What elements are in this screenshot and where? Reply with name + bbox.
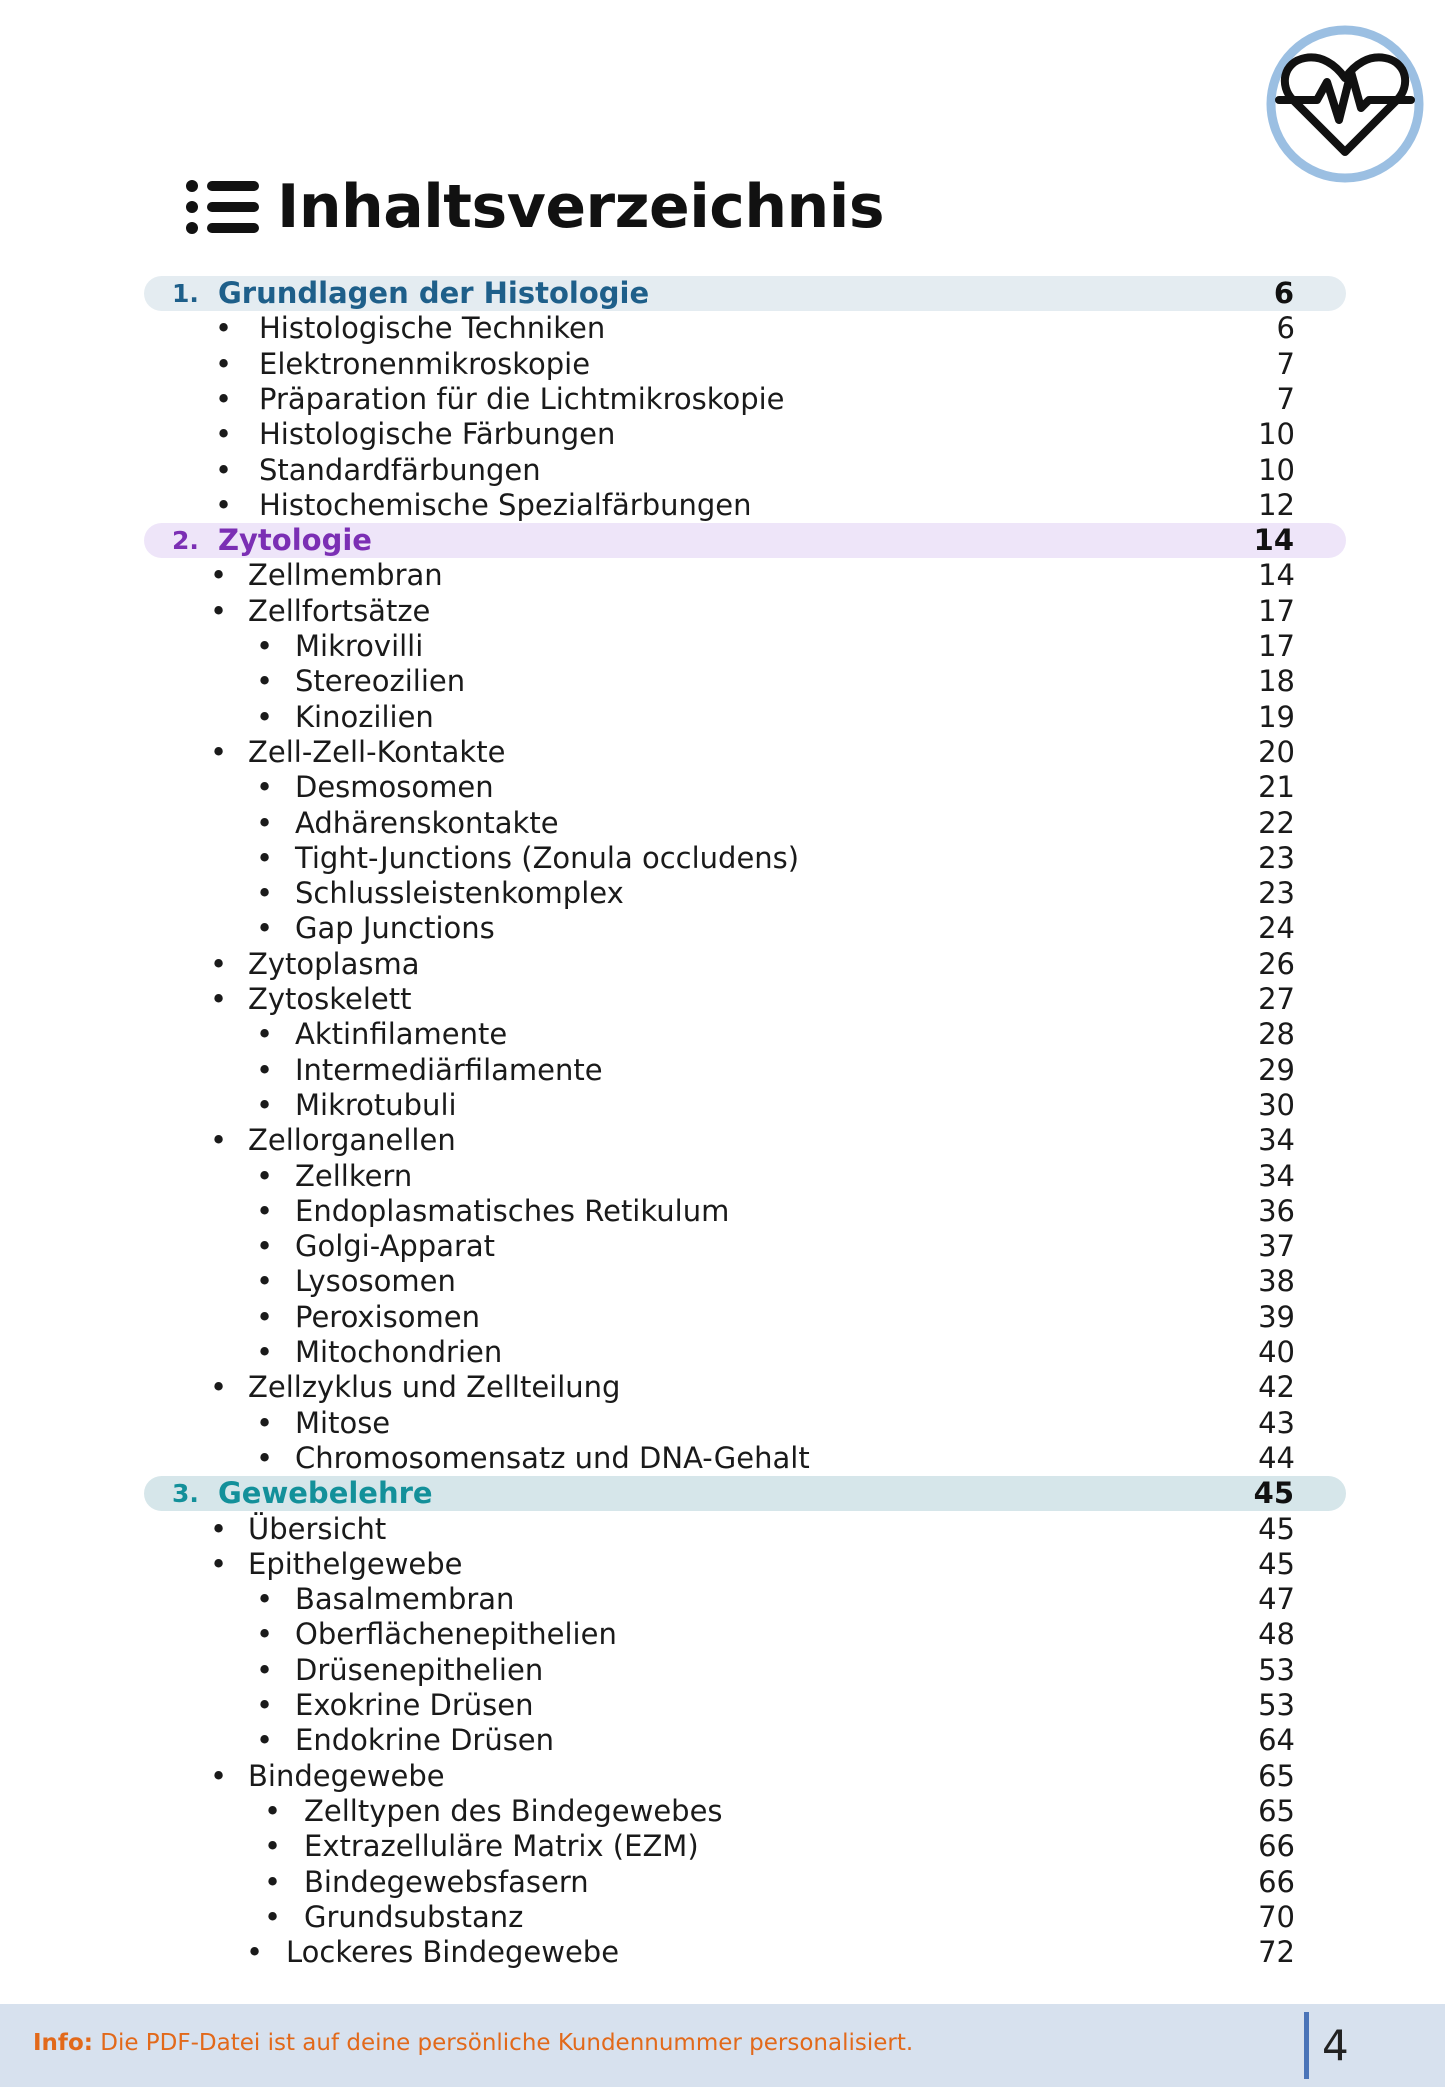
toc-page-number: 17 xyxy=(1258,593,1295,628)
toc-page-number: 7 xyxy=(1276,346,1295,381)
toc-item[interactable] xyxy=(0,594,1295,629)
toc-page-number: 6 xyxy=(1276,311,1295,346)
bullet-icon: • xyxy=(215,346,233,381)
bullet-icon: • xyxy=(210,734,228,769)
bullet-icon: • xyxy=(256,1335,274,1369)
bullet-icon: • xyxy=(256,1158,274,1193)
bullet-icon: • xyxy=(215,452,233,487)
toc-item[interactable] xyxy=(0,700,1295,735)
toc-page-number: 36 xyxy=(1258,1193,1295,1228)
bullet-icon: • xyxy=(256,1087,274,1122)
toc-item[interactable] xyxy=(0,347,1295,382)
bullet-icon: • xyxy=(210,1511,228,1546)
bullet-icon: • xyxy=(215,487,233,522)
toc-page-number: 40 xyxy=(1258,1335,1295,1369)
toc-page-number: 72 xyxy=(1258,1935,1295,1970)
toc-item[interactable] xyxy=(0,1370,1295,1405)
toc-item-label: Drüsenepithelien xyxy=(295,1652,544,1687)
toc-item[interactable] xyxy=(0,735,1295,770)
toc-item-label: Intermediärfilamente xyxy=(295,1052,603,1087)
bullet-icon: • xyxy=(256,1652,274,1687)
bullet-icon: • xyxy=(210,593,228,628)
toc-page-number: 65 xyxy=(1258,1758,1295,1793)
toc-item-label: Zellzyklus und Zellteilung xyxy=(248,1370,621,1405)
toc-item-label: Peroxisomen xyxy=(295,1299,480,1334)
toc-item-label: Bindegewebe xyxy=(248,1758,445,1793)
toc-item[interactable] xyxy=(0,1264,1295,1299)
toc-page-number: 45 xyxy=(1258,1511,1295,1546)
toc-item-label: Zelltypen des Bindegewebes xyxy=(304,1793,723,1828)
toc-item-label: Bindegewebsfasern xyxy=(304,1864,589,1899)
toc-item[interactable] xyxy=(0,311,1295,346)
toc-item-label: Zellfortsätze xyxy=(248,593,431,628)
bullet-icon: • xyxy=(215,381,233,416)
toc-page-number: 44 xyxy=(1258,1440,1295,1475)
toc-item-label: Lysosomen xyxy=(295,1264,456,1299)
toc-page-number: 66 xyxy=(1258,1864,1295,1899)
bullet-icon: • xyxy=(256,876,274,911)
toc-item[interactable] xyxy=(0,1335,1295,1370)
toc-page-number: 28 xyxy=(1258,1017,1295,1052)
toc-item-label: Extrazelluläre Matrix (EZM) xyxy=(304,1829,699,1864)
bullet-icon: • xyxy=(256,770,274,805)
bullet-icon: • xyxy=(210,982,228,1016)
toc-item-label: Zytoplasma xyxy=(248,946,420,981)
toc-item-label: Histologische Techniken xyxy=(259,311,606,346)
toc-page-number: 27 xyxy=(1258,982,1295,1016)
bullet-icon: • xyxy=(256,629,274,663)
toc-page-number: 10 xyxy=(1258,452,1295,487)
page-number: 4 xyxy=(1322,2021,1349,2070)
bullet-icon: • xyxy=(256,1193,274,1228)
toc-chapter-1[interactable] xyxy=(144,276,1346,311)
toc-chapter-2[interactable] xyxy=(144,523,1346,558)
toc-page-number: 38 xyxy=(1258,1264,1295,1299)
bullet-icon: • xyxy=(256,1688,274,1722)
toc-item[interactable] xyxy=(0,1512,1295,1547)
toc-item[interactable] xyxy=(0,911,1295,946)
footer-divider xyxy=(1304,2012,1309,2079)
toc-item-label: Histologische Färbungen xyxy=(259,417,616,452)
toc-item[interactable] xyxy=(0,1617,1295,1652)
bullet-icon: • xyxy=(210,1370,228,1405)
toc-item[interactable] xyxy=(0,453,1295,488)
toc-page-number: 64 xyxy=(1258,1723,1295,1758)
toc-page-number: 18 xyxy=(1258,664,1295,699)
toc-item[interactable] xyxy=(0,1441,1295,1476)
toc-item[interactable] xyxy=(0,382,1295,417)
toc-item-label: Chromosomensatz und DNA-Gehalt xyxy=(295,1440,810,1475)
toc-page-number: 45 xyxy=(1258,1546,1295,1581)
toc-chapter-title: Zytologie xyxy=(218,523,372,558)
toc-item-label: Elektronenmikroskopie xyxy=(259,346,591,381)
toc-item[interactable] xyxy=(0,1865,1295,1900)
bullet-icon: • xyxy=(256,1229,274,1264)
toc-item-label: Endokrine Drüsen xyxy=(295,1723,555,1758)
toc-item[interactable] xyxy=(0,1653,1295,1688)
bullet-icon: • xyxy=(215,417,233,452)
toc-item[interactable] xyxy=(0,947,1295,982)
bullet-icon: • xyxy=(210,1123,228,1158)
toc-item[interactable] xyxy=(0,1829,1295,1864)
toc-page-number: 21 xyxy=(1258,770,1295,805)
bullet-icon: • xyxy=(256,840,274,875)
toc-item[interactable] xyxy=(0,1123,1295,1158)
toc-item[interactable] xyxy=(0,1582,1295,1617)
toc-page-number: 22 xyxy=(1258,805,1295,840)
toc-page-number: 24 xyxy=(1258,911,1295,946)
toc-chapter-title: Grundlagen der Histologie xyxy=(218,276,650,310)
toc-page-number: 14 xyxy=(1253,523,1294,558)
toc-item-label: Übersicht xyxy=(248,1511,387,1546)
bullet-icon: • xyxy=(256,1017,274,1052)
toc-page-number: 37 xyxy=(1258,1229,1295,1264)
toc-page-number: 53 xyxy=(1258,1652,1295,1687)
toc-page-number: 23 xyxy=(1258,876,1295,911)
bullet-icon: • xyxy=(264,1899,282,1934)
toc-page-number: 17 xyxy=(1258,629,1295,663)
bullet-icon: • xyxy=(215,311,233,346)
toc-item-label: Oberflächenepithelien xyxy=(295,1617,617,1652)
bullet-icon: • xyxy=(210,1758,228,1793)
bullet-icon: • xyxy=(256,1264,274,1299)
toc-item[interactable] xyxy=(0,1053,1295,1088)
toc-item[interactable] xyxy=(0,1935,1295,1970)
toc-item-label: Gap Junctions xyxy=(295,911,495,946)
toc-item[interactable] xyxy=(0,841,1295,876)
toc-chapter-number: 2. xyxy=(172,526,199,556)
toc-chapter-title: Gewebelehre xyxy=(218,1476,433,1511)
bullet-icon: • xyxy=(210,1546,228,1581)
bullet-icon: • xyxy=(256,1052,274,1087)
toc-page-number: 66 xyxy=(1258,1829,1295,1864)
toc-item[interactable] xyxy=(0,1300,1295,1335)
toc-page-number: 29 xyxy=(1258,1052,1295,1087)
toc-page-number: 47 xyxy=(1258,1582,1295,1617)
toc-page-number: 34 xyxy=(1258,1158,1295,1193)
toc-item-label: Stereozilien xyxy=(295,664,466,699)
toc-item-label: Histochemische Spezialfärbungen xyxy=(259,487,752,522)
bullet-icon: • xyxy=(256,1617,274,1652)
toc-item[interactable] xyxy=(0,1900,1295,1935)
bullet-icon: • xyxy=(256,699,274,734)
toc-page-number: 14 xyxy=(1258,558,1295,593)
toc-item-label: Zellkern xyxy=(295,1158,413,1193)
page-title: Inhaltsverzeichnis xyxy=(277,172,885,242)
toc-item-label: Tight-Junctions (Zonula occludens) xyxy=(295,840,800,875)
toc-item[interactable] xyxy=(0,1794,1295,1829)
toc-chapter-number: 3. xyxy=(172,1479,199,1509)
toc-chapter-number: 1. xyxy=(172,279,199,308)
bullet-icon: • xyxy=(210,946,228,981)
toc-item-label: Desmosomen xyxy=(295,770,494,805)
toc-item-label: Adhärenskontakte xyxy=(295,805,559,840)
toc-item[interactable] xyxy=(0,1547,1295,1582)
toc-item[interactable] xyxy=(0,1688,1295,1723)
toc-item[interactable] xyxy=(0,1017,1295,1052)
toc-page-number: 26 xyxy=(1258,946,1295,981)
toc-item-label: Zell-Zell-Kontakte xyxy=(248,734,506,769)
toc-item[interactable] xyxy=(0,558,1295,593)
toc-page-number: 65 xyxy=(1258,1793,1295,1828)
toc-page-number: 53 xyxy=(1258,1688,1295,1722)
toc-item-label: Lockeres Bindegewebe xyxy=(286,1935,620,1970)
bullet-icon: • xyxy=(256,1723,274,1758)
toc-item-label: Mitose xyxy=(295,1405,391,1440)
footer-info-text: Die PDF-Datei ist auf deine persönliche Kundennummer personalisiert. xyxy=(92,2030,914,2056)
toc-item[interactable] xyxy=(0,664,1295,699)
bullet-icon: • xyxy=(264,1829,282,1864)
bullet-icon: • xyxy=(256,805,274,840)
toc-item[interactable] xyxy=(0,488,1295,523)
toc-item-label: Kinozilien xyxy=(295,699,434,734)
bullet-icon: • xyxy=(256,664,274,699)
bullet-icon: • xyxy=(256,1299,274,1334)
toc-page-number: 20 xyxy=(1258,734,1295,769)
toc-item-label: Mitochondrien xyxy=(295,1335,503,1369)
toc-page-number: 43 xyxy=(1258,1405,1295,1440)
toc-page-number: 6 xyxy=(1273,276,1294,310)
toc-item[interactable] xyxy=(0,1406,1295,1441)
toc-page-number: 42 xyxy=(1258,1370,1295,1405)
toc-item[interactable] xyxy=(0,876,1295,911)
toc-item-label: Mikrovilli xyxy=(295,629,424,663)
footer xyxy=(0,2004,1445,2087)
toc-item-label: Basalmembran xyxy=(295,1582,515,1617)
toc-item-label: Mikrotubuli xyxy=(295,1087,457,1122)
bullet-icon: • xyxy=(246,1935,264,1970)
toc-item[interactable] xyxy=(0,1229,1295,1264)
toc-item[interactable] xyxy=(0,982,1295,1017)
bullet-icon: • xyxy=(256,1405,274,1440)
bullet-icon: • xyxy=(264,1793,282,1828)
toc-item-label: Standardfärbungen xyxy=(259,452,541,487)
toc-item-label: Zytoskelett xyxy=(248,982,412,1016)
toc-item-label: Grundsubstanz xyxy=(304,1899,524,1934)
bullet-icon: • xyxy=(256,1440,274,1475)
toc-item-label: Exokrine Drüsen xyxy=(295,1688,534,1722)
bullet-icon: • xyxy=(210,558,228,593)
footer-info xyxy=(33,2030,913,2056)
toc-item-label: Präparation für die Lichtmikroskopie xyxy=(259,381,785,416)
toc-page-number: 48 xyxy=(1258,1617,1295,1652)
toc-item[interactable] xyxy=(0,1759,1295,1794)
footer-info-label: Info: xyxy=(33,2030,93,2056)
toc-item[interactable] xyxy=(0,629,1295,664)
toc-page-number: 19 xyxy=(1258,699,1295,734)
toc-item-label: Golgi-Apparat xyxy=(295,1229,496,1264)
toc-item-label: Epithelgewebe xyxy=(248,1546,463,1581)
toc-item[interactable] xyxy=(0,1159,1295,1194)
toc-page-number: 30 xyxy=(1258,1087,1295,1122)
toc-item-label: Zellmembran xyxy=(248,558,443,593)
toc-item[interactable] xyxy=(0,1088,1295,1123)
toc-item-label: Aktinfilamente xyxy=(295,1017,508,1052)
toc-item[interactable] xyxy=(0,806,1295,841)
bullet-icon: • xyxy=(264,1864,282,1899)
toc-item[interactable] xyxy=(0,1723,1295,1758)
toc-item-label: Endoplasmatisches Retikulum xyxy=(295,1193,730,1228)
toc-page-number: 7 xyxy=(1276,381,1295,416)
toc-page-number: 10 xyxy=(1258,417,1295,452)
toc-item-label: Schlussleistenkomplex xyxy=(295,876,624,911)
toc-page-number: 70 xyxy=(1258,1899,1295,1934)
toc-item[interactable] xyxy=(0,1194,1295,1229)
toc-item-label: Zellorganellen xyxy=(248,1123,456,1158)
toc-page-number: 39 xyxy=(1258,1299,1295,1334)
toc-item[interactable] xyxy=(0,770,1295,805)
toc-page-number: 34 xyxy=(1258,1123,1295,1158)
toc-item[interactable] xyxy=(0,417,1295,452)
toc-page-number: 45 xyxy=(1253,1476,1294,1511)
toc-page-number: 12 xyxy=(1258,487,1295,522)
bullet-icon: • xyxy=(256,911,274,946)
bullet-icon: • xyxy=(256,1582,274,1617)
toc-page-number: 23 xyxy=(1258,840,1295,875)
toc-chapter-3[interactable] xyxy=(144,1476,1346,1511)
